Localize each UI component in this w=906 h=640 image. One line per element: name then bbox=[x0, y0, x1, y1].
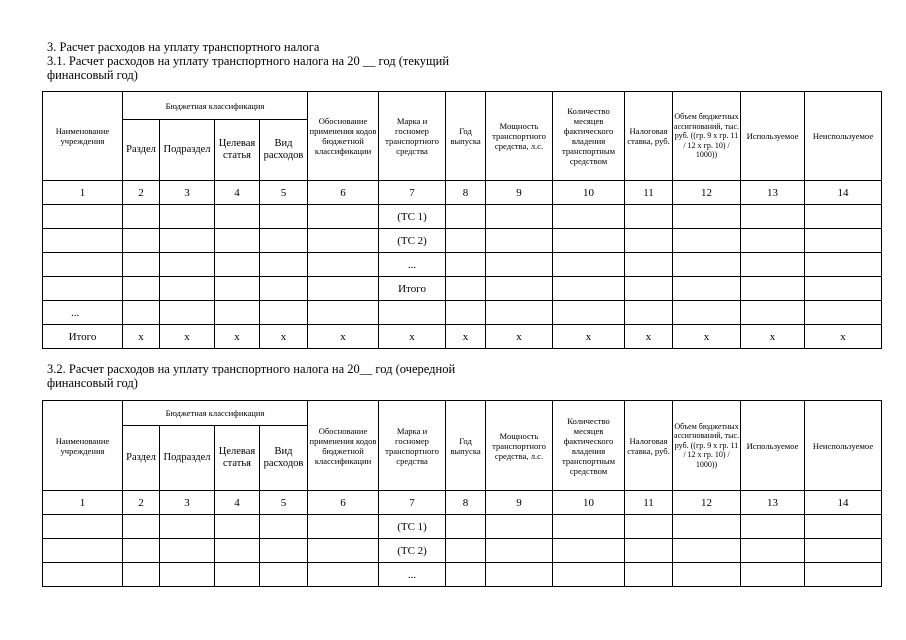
x-mark: х bbox=[741, 325, 805, 349]
header-budget-classification: Бюджетная классификация bbox=[123, 401, 308, 426]
col-number: 8 bbox=[446, 181, 486, 205]
header-power: Мощность транспортного средства, л.с. bbox=[486, 92, 553, 181]
x-mark: х bbox=[805, 325, 882, 349]
subsection-2-title-line-1: 3.2. Расчет расходов на уплату транспортного налога на 20__ год (очередной bbox=[47, 362, 456, 376]
subtotal-cell: Итого bbox=[379, 277, 446, 301]
header-institution: Наименование учреждения bbox=[43, 401, 123, 491]
total-row bbox=[43, 325, 882, 349]
header-expense-type: Вид расходов bbox=[260, 120, 308, 181]
table-row bbox=[43, 253, 882, 277]
col-number: 14 bbox=[805, 181, 882, 205]
header-row-top bbox=[43, 401, 882, 426]
col-number: 2 bbox=[123, 491, 160, 515]
col-number: 1 bbox=[43, 181, 123, 205]
table-row bbox=[43, 205, 882, 229]
header-row-top bbox=[43, 92, 882, 120]
col-number: 7 bbox=[379, 491, 446, 515]
table-row bbox=[43, 515, 882, 539]
col-number: 5 bbox=[260, 181, 308, 205]
col-number: 9 bbox=[486, 181, 553, 205]
col-number: 14 bbox=[805, 491, 882, 515]
col-number: 3 bbox=[160, 491, 215, 515]
tax-table-current-year bbox=[42, 91, 882, 349]
x-mark: х bbox=[308, 325, 379, 349]
table-row bbox=[43, 563, 882, 587]
header-brand-plate: Марка и госномер транспортного средства bbox=[379, 401, 446, 491]
header-justification: Обоснование применения кодов бюджетной классификации bbox=[308, 401, 379, 491]
table-row bbox=[43, 277, 882, 301]
col-number: 10 bbox=[553, 491, 625, 515]
header-subsection: Подраздел bbox=[160, 426, 215, 491]
col-number: 13 bbox=[741, 491, 805, 515]
x-mark: х bbox=[160, 325, 215, 349]
col-number: 6 bbox=[308, 181, 379, 205]
header-brand-plate: Марка и госномер транспортного средства bbox=[379, 92, 446, 181]
header-power: Мощность транспортного средства, л.с. bbox=[486, 401, 553, 491]
col-number: 8 bbox=[446, 491, 486, 515]
col-number: 12 bbox=[673, 181, 741, 205]
table-row bbox=[43, 539, 882, 563]
table-row bbox=[43, 301, 882, 325]
header-subsection: Подраздел bbox=[160, 120, 215, 181]
header-used: Используемое bbox=[741, 401, 805, 491]
x-mark: х bbox=[379, 325, 446, 349]
header-section: Раздел bbox=[123, 426, 160, 491]
header-unused: Неиспользуемое bbox=[805, 401, 882, 491]
header-unused: Неиспользуемое bbox=[805, 92, 882, 181]
subsection-1-title-line-2: финансовый год) bbox=[47, 68, 138, 82]
header-tax-rate: Налоговая ставка, руб. bbox=[625, 401, 673, 491]
x-mark: х bbox=[625, 325, 673, 349]
header-months: Количество месяцев фактического владения транспортным средством bbox=[553, 401, 625, 491]
x-mark: х bbox=[673, 325, 741, 349]
col-number: 1 bbox=[43, 491, 123, 515]
col-number: 4 bbox=[215, 491, 260, 515]
subsection-1-title-line-1: 3.1. Расчет расходов на уплату транспортного налога на 20 __ год (текущий bbox=[47, 54, 450, 68]
section-title: 3. Расчет расходов на уплату транспортного налога bbox=[47, 40, 320, 54]
header-tax-rate: Налоговая ставка, руб. bbox=[625, 92, 673, 181]
col-number: 10 bbox=[553, 181, 625, 205]
column-number-row bbox=[43, 491, 882, 515]
tax-table-next-year bbox=[42, 400, 882, 587]
header-year: Год выпуска bbox=[446, 92, 486, 181]
col-number: 6 bbox=[308, 491, 379, 515]
x-mark: х bbox=[123, 325, 160, 349]
header-target-article: Целевая статья bbox=[215, 426, 260, 491]
col-number: 9 bbox=[486, 491, 553, 515]
column-number-row bbox=[43, 181, 882, 205]
ellipsis-cell: ... bbox=[43, 301, 123, 325]
header-months: Количество месяцев фактического владения транспортным средством bbox=[553, 92, 625, 181]
header-budget-classification: Бюджетная классификация bbox=[123, 92, 308, 120]
x-mark: х bbox=[486, 325, 553, 349]
col-number: 12 bbox=[673, 491, 741, 515]
x-mark: х bbox=[215, 325, 260, 349]
x-mark: х bbox=[260, 325, 308, 349]
vehicle-cell: (ТС 2) bbox=[379, 539, 446, 563]
subsection-2-title-line-2: финансовый год) bbox=[47, 376, 138, 390]
header-volume: Объем бюджетных ассигнований, тыс. руб. ((гр. 9 х гр. 11 / 12 х гр. 10) / 1000)) bbox=[673, 401, 741, 491]
col-number: 3 bbox=[160, 181, 215, 205]
col-number: 7 bbox=[379, 181, 446, 205]
col-number: 11 bbox=[625, 491, 673, 515]
x-mark: х bbox=[553, 325, 625, 349]
header-used: Используемое bbox=[741, 92, 805, 181]
header-target-article: Целевая статья bbox=[215, 120, 260, 181]
header-institution: Наименование учреждения bbox=[43, 92, 123, 181]
col-number: 11 bbox=[625, 181, 673, 205]
col-number: 5 bbox=[260, 491, 308, 515]
header-section: Раздел bbox=[123, 120, 160, 181]
header-expense-type: Вид расходов bbox=[260, 426, 308, 491]
vehicle-cell: (ТС 1) bbox=[379, 515, 446, 539]
vehicle-cell: (ТС 2) bbox=[379, 229, 446, 253]
header-year: Год выпуска bbox=[446, 401, 486, 491]
col-number: 4 bbox=[215, 181, 260, 205]
col-number: 2 bbox=[123, 181, 160, 205]
col-number: 13 bbox=[741, 181, 805, 205]
table-row bbox=[43, 229, 882, 253]
ellipsis-cell: ... bbox=[379, 253, 446, 277]
total-label: Итого bbox=[43, 325, 123, 349]
header-volume: Объем бюджетных ассигнований, тыс. руб. ((гр. 9 х гр. 11 / 12 х гр. 10) / 1000)) bbox=[673, 92, 741, 181]
ellipsis-cell: ... bbox=[379, 563, 446, 587]
vehicle-cell: (ТС 1) bbox=[379, 205, 446, 229]
header-justification: Обоснование применения кодов бюджетной классификации bbox=[308, 92, 379, 181]
x-mark: х bbox=[446, 325, 486, 349]
